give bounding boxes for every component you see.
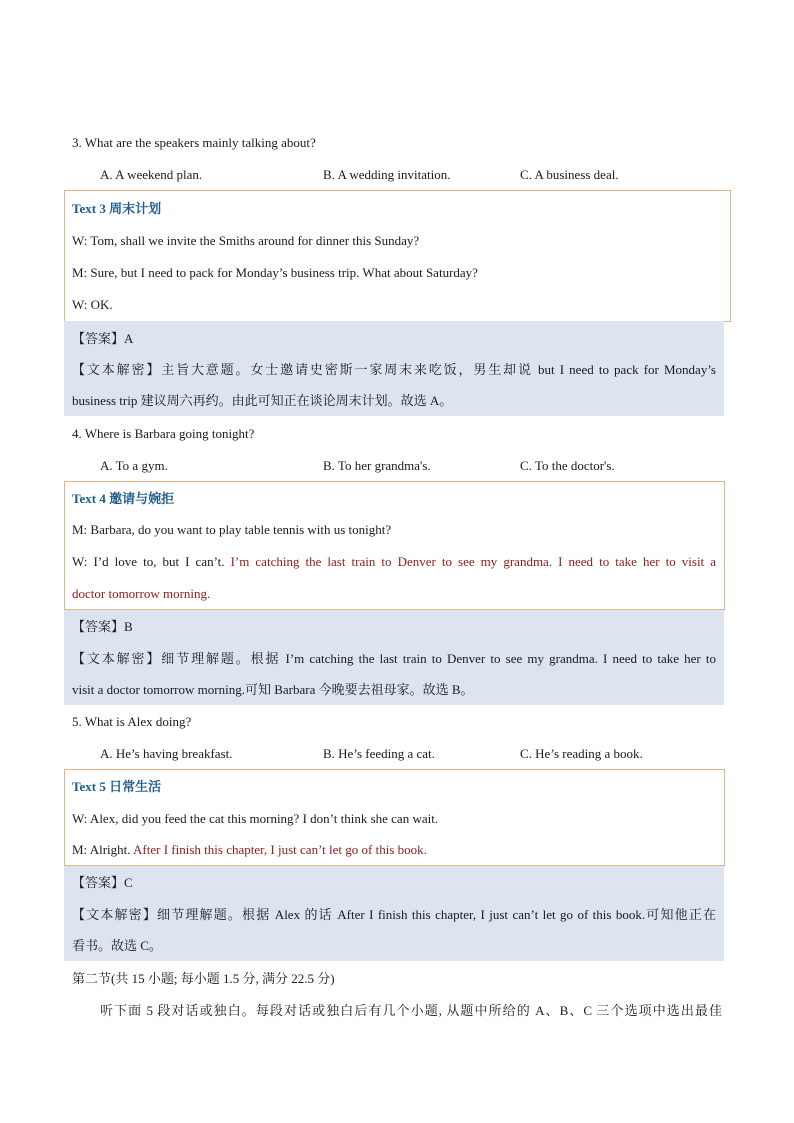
q3-option-c: C. A business deal. bbox=[520, 167, 619, 182]
q4-option-a: A. To a gym. bbox=[100, 458, 168, 473]
key-sentence: After I finish this chapter, I just can’t let go of this book. bbox=[133, 842, 427, 857]
answer-label: 【答案】A bbox=[72, 331, 134, 346]
question-3: 3. What are the speakers mainly talking about? bbox=[72, 135, 316, 150]
transcript-box-4 bbox=[64, 481, 725, 610]
q5-option-c: C. He’s reading a book. bbox=[520, 746, 643, 761]
analysis-line: visit a doctor tomorrow morning.可知 Barbara 今晚要去祖母家。故选 B。 bbox=[72, 682, 474, 697]
transcript-line: M: Barbara, do you want to play table tennis with us tonight? bbox=[72, 522, 392, 537]
analysis-line: 【文本解密】主旨大意题。女士邀请史密斯一家周末来吃饭，男生却说 but I need to pack for Monday’s bbox=[72, 362, 716, 377]
transcript-title-5: Text 5 日常生活 bbox=[72, 779, 162, 794]
q3-option-a: A. A weekend plan. bbox=[100, 167, 203, 182]
q3-option-b: B. A wedding invitation. bbox=[323, 167, 451, 182]
answer-label: 【答案】C bbox=[72, 875, 133, 890]
transcript-line: W: OK. bbox=[72, 297, 113, 312]
key-sentence: doctor tomorrow morning. bbox=[72, 586, 211, 601]
analysis-line: business trip 建议周六再约。由此可知正在谈论周末计划。故选 A。 bbox=[72, 393, 453, 408]
analysis-line: 看书。故选 C。 bbox=[72, 938, 162, 953]
analysis-line: 【文本解密】细节理解题。根据 Alex 的话 After I finish this chapter, I just can’t let go of this book.可知他正在 bbox=[72, 907, 716, 922]
transcript-title-4: Text 4 邀请与婉拒 bbox=[72, 491, 175, 506]
q4-option-c: C. To the doctor's. bbox=[520, 458, 615, 473]
analysis-line: 【文本解密】细节理解题。根据 I’m catching the last train to Denver to see my grandma. I need to take her to bbox=[72, 651, 716, 666]
question-4: 4. Where is Barbara going tonight? bbox=[72, 426, 255, 441]
answer-box-5 bbox=[64, 866, 724, 961]
transcript-line: W: I’d love to, but I can’t. I’m catching the last train to Denver to see my grandma. I need to take her to visit a bbox=[72, 554, 716, 569]
section-instruction: 听下面 5 段对话或独白。每段对话或独白后有几个小题, 从题中所给的 A、B、C 三个选项中选出最佳 bbox=[100, 1003, 722, 1018]
transcript-line: M: Sure, but I need to pack for Monday’s business trip. What about Saturday? bbox=[72, 265, 478, 280]
q4-option-b: B. To her grandma's. bbox=[323, 458, 431, 473]
transcript-title-3: Text 3 周末计划 bbox=[72, 201, 162, 216]
answer-label: 【答案】B bbox=[72, 619, 133, 634]
key-sentence: I’m catching the last train to Denver to see my grandma. I need to take her to visit a bbox=[230, 554, 716, 569]
question-5: 5. What is Alex doing? bbox=[72, 714, 192, 729]
answer-box-4 bbox=[64, 610, 724, 705]
section-heading: 第二节(共 15 小题; 每小题 1.5 分, 满分 22.5 分) bbox=[72, 971, 335, 986]
transcript-line: W: Tom, shall we invite the Smiths around for dinner this Sunday? bbox=[72, 233, 420, 248]
transcript-line: W: Alex, did you feed the cat this morning? I don’t think she can wait. bbox=[72, 811, 439, 826]
q5-option-a: A. He’s having breakfast. bbox=[100, 746, 233, 761]
transcript-box-3 bbox=[64, 190, 731, 322]
q5-option-b: B. He’s feeding a cat. bbox=[323, 746, 435, 761]
answer-box-3 bbox=[64, 321, 724, 416]
transcript-line: M: Alright. After I finish this chapter, I just can’t let go of this book. bbox=[72, 842, 427, 857]
transcript-box-5 bbox=[64, 769, 725, 866]
